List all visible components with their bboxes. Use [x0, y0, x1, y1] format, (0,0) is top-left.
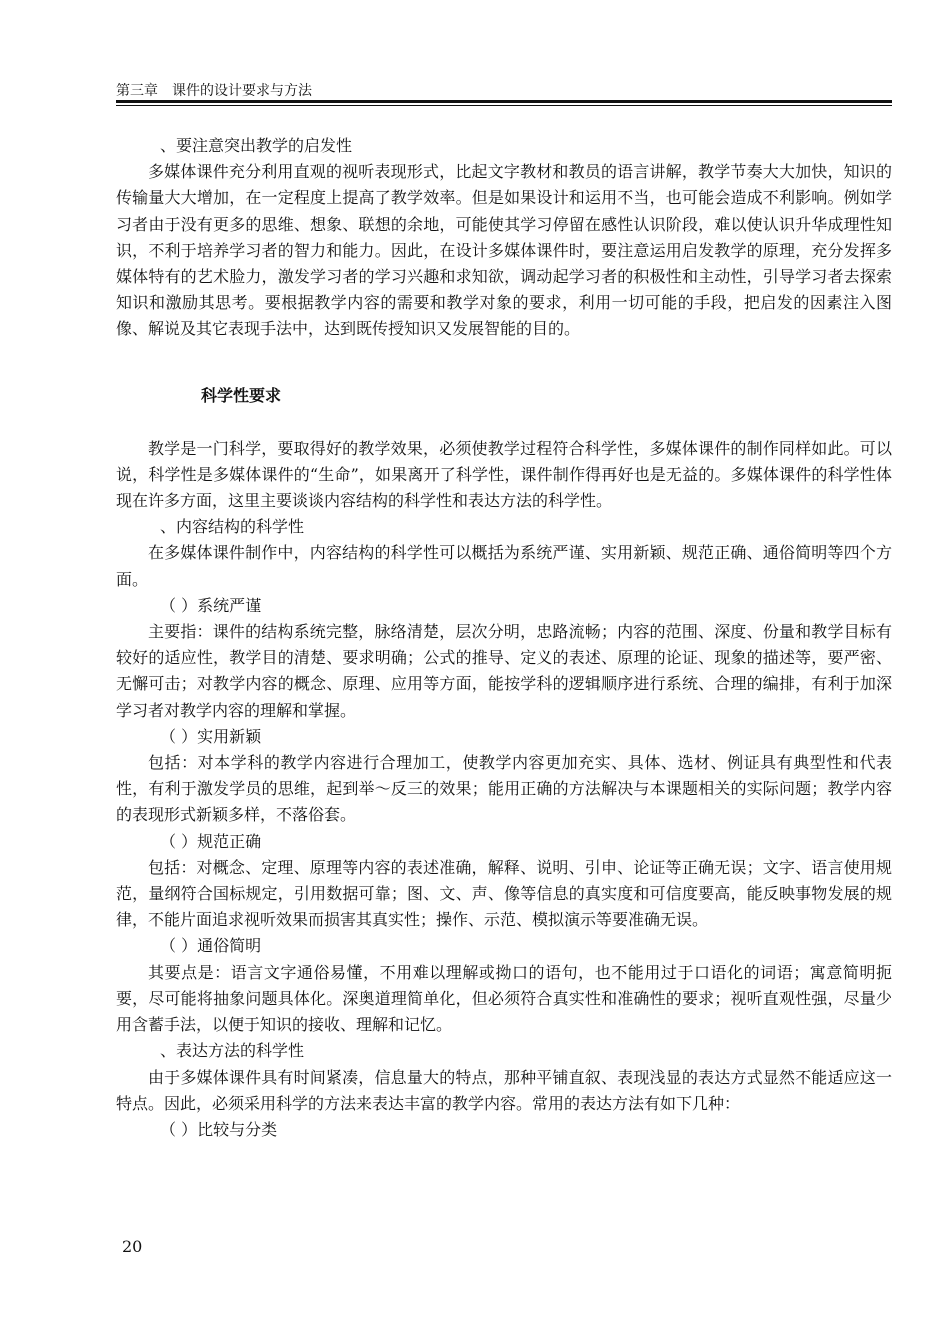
item-title-3: （ ）规范正确: [160, 831, 262, 851]
section-title: 科学性要求: [201, 385, 282, 405]
item-text-1: 主要指：课件的结构系统完整，脉络清楚，层次分明，忠路流畅；内容的范围、深度、份量和教学目标有较好的适应性，教学目的清楚、要求明确；公式的推导、定义的表述、原理的论证、现象的描述等，要严密、无懈可击；对教学内容的概念、原理、应用等方面，能按学科的逻辑顺序进行系统、合理的编排，有利于加深学习者对教学内容的理解和掌握。: [116, 622, 892, 720]
header-rule-thick: [116, 100, 892, 103]
page-number: 20: [122, 1237, 143, 1256]
paragraph-structure: 在多媒体课件制作中，内容结构的科学性可以概括为系统严谨、实用新颖、规范正确、通俗简明等四个方面。: [116, 543, 892, 589]
running-header: 第三章 课件的设计要求与方法: [116, 83, 312, 99]
paragraph-heuristic: 多媒体课件充分利用直观的视听表现形式，比起文字教材和教员的语言讲解，教学节奏大大加快，知识的传输量大大增加，在一定程度上提高了教学效率。但是如果设计和运用不当，也可能会造成不利影响。例如学习者由于没有更多的思维、想象、联想的余地，可能使其学习停留在感性认识阶段，难以使认识升华成理性知识，不利于培养学习者的智力和能力。因此，在设计多媒体课件时，要注意运用启发教学的原理，充分发挥多媒体特有的艺术脸力，激发学习者的学习兴趣和求知欲，调动起学习者的积极性和主动性，引导学习者去探索知识和激励其思考。要根据教学内容的需要和教学对象的要求，利用一切可能的手段，把启发的因素注入图像、解说及其它表现手法中，达到既传授知识又发展智能的目的。: [116, 162, 892, 339]
item-title-2: （ ）实用新颖: [160, 726, 262, 746]
subheading-structure: 、内容结构的科学性: [160, 517, 305, 537]
item-title-1: （ ）系统严谨: [160, 595, 262, 615]
subheading-heuristic: 、要注意突出教学的启发性: [160, 136, 353, 155]
page-body: [116, 133, 892, 1143]
paragraph-science: 教学是一门科学，要取得好的教学效果，必须使教学过程符合科学性，多媒体课件的制作同样如此。可以说，科学性是多媒体课件的“生命”，如果离开了科学性，课件制作得再好也是无益的。多媒体课件的科学性体现在许多方面，这里主要谈谈内容结构的科学性和表达方法的科学性。: [116, 438, 892, 511]
item-text-3: 包括：对概念、定理、原理等内容的表述准确，解释、说明、引申、论证等正确无误；文字、语言使用规范，量纲符合国标规定，引用数据可靠；图、文、声、像等信息的真实度和可信度要高，能反映事物发展的规律，不能片面追求视听效果而损害其真实性；操作、示范、模拟演示等要准确无误。: [116, 857, 892, 930]
header-rule-thin: [116, 105, 892, 106]
item-title-4: （ ）通俗简明: [160, 936, 262, 956]
item-text-2: 包括：对本学科的教学内容进行合理加工，使教学内容更加充实、具体、选材、例证具有典型性和代表性，有利于激发学员的思维，起到举～反三的效果；能用正确的方法解决与本课题相关的实际问题；教学内容的表现形式新颖多样，不落俗套。: [116, 753, 892, 825]
item-title-5: （ ）比较与分类: [160, 1119, 278, 1139]
item-text-4: 其要点是：语言文字通俗易懂，不用难以理解或拗口的语句，也不能用过于口语化的词语；寓意简明扼要，尽可能将抽象问题具体化。深奥道理简单化，但必须符合真实性和准确性的要求；视听直观性强，尽量少用含蓄手法，以便于知识的接收、理解和记忆。: [116, 962, 892, 1035]
subheading-expression: 、表达方法的科学性: [160, 1041, 305, 1061]
paragraph-expression: 由于多媒体课件具有时间紧凑，信息量大的特点，那种平铺直叙、表现浅显的表达方式显然不能适应这一特点。因此，必须采用科学的方法来表达丰富的教学内容。常用的表达方法有如下几种：: [116, 1067, 892, 1113]
